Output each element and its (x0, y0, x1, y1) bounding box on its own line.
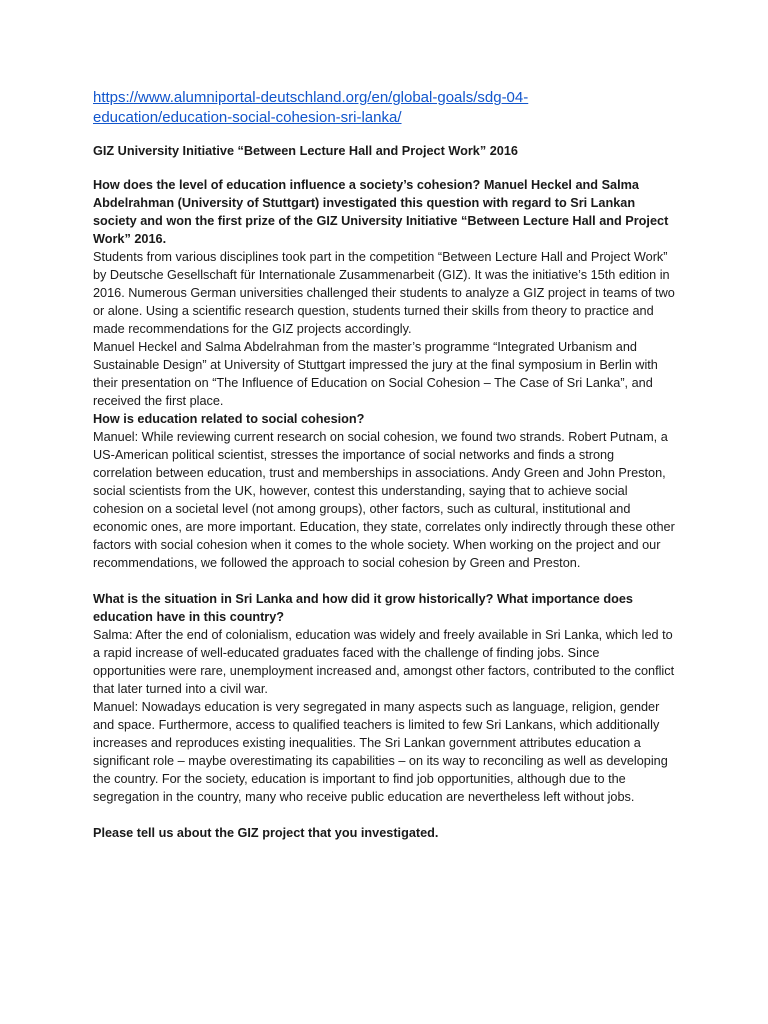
answer-social-cohesion: Manuel: While reviewing current research on social cohesion, we found two strands. Robert Putnam, a US-American political scientist, stresses the importance of social networks and finds a strong correlation between education, trust and memberships in associations. Andy Green and John Preston, social scientists from the UK, however, contest this understanding, saying that to achieve social cohesion on a societal level (not among groups), other factors, such as cultural, institutional and economic ones, are more important. Education, they state, correlates only indirectly through these other factors with social cohesion when it comes to the whole society. When working on the project and our recommendations, we followed the approach to social cohesion by Green and Preston. (93, 430, 675, 570)
intro-paragraph: How does the level of education influence a society’s cohesion? Manuel Heckel and Salma Abdelrahman (University of Stuttgart) investigated this question with regard to Sri Lankan society and won the first prize of the GIZ University Initiative “Between Lecture Hall and Project Work” 2016. (93, 178, 669, 246)
document-title: GIZ University Initiative “Between Lecture Hall and Project Work” 2016 (93, 144, 518, 158)
question-sri-lanka: What is the situation in Sri Lanka and how did it grow historically? What importance does education have in this country? (93, 592, 633, 624)
spacer (93, 806, 675, 824)
answer-manuel: Manuel: Nowadays education is very segregated in many aspects such as language, religion, gender and space. Furthermore, access to qualified teachers is limited to few Sri Lankans, which additionally increases and reproduces existing inequalities. The Sri Lankan government attributes education a significant role – maybe overestimating its capabilities – on its way to reconciling as well as developing the country. For the society, education is important to find job opportunities, although due to the segregation in the country, many who receive public education are nevertheless left without jobs. (93, 700, 668, 804)
document-page (93, 88, 675, 842)
spacer (93, 572, 675, 590)
source-link[interactable] (93, 88, 675, 128)
paragraph-winners: Manuel Heckel and Salma Abdelrahman from the master’s programme “Integrated Urbanism and Sustainable Design” at University of Stuttgart impressed the jury at the final symposium in Berlin with their presentation on “The Influence of Education on Social Cohesion – The Case of Sri Lanka”, and received the first place. (93, 340, 658, 408)
source-link-line2[interactable]: education/education-social-cohesion-sri-lanka/ (93, 109, 402, 126)
source-link-line1[interactable]: https://www.alumniportal-deutschland.org/en/global-goals/sdg-04- (93, 89, 529, 106)
paragraph-competition: Students from various disciplines took part in the competition “Between Lecture Hall and Project Work” by Deutsche Gesellschaft für Internationale Zusammenarbeit (GIZ). It was the initiative’s 15th edition in 2016. Numerous German universities challenged their students to analyze a GIZ project in teams of two or alone. Using a scientific research question, students turned their skills from theory to practice and made recommendations for the GIZ projects accordingly. (93, 250, 675, 336)
question-social-cohesion: How is education related to social cohesion? (93, 412, 365, 426)
question-giz-project: Please tell us about the GIZ project that you investigated. (93, 826, 439, 840)
answer-salma: Salma: After the end of colonialism, education was widely and freely available in Sri Lanka, which led to a rapid increase of well-educated graduates faced with the challenge of finding jobs. Since opportunities were rare, unemployment increased and, amongst other factors, contributed to the conflict that later turned into a civil war. (93, 628, 675, 696)
